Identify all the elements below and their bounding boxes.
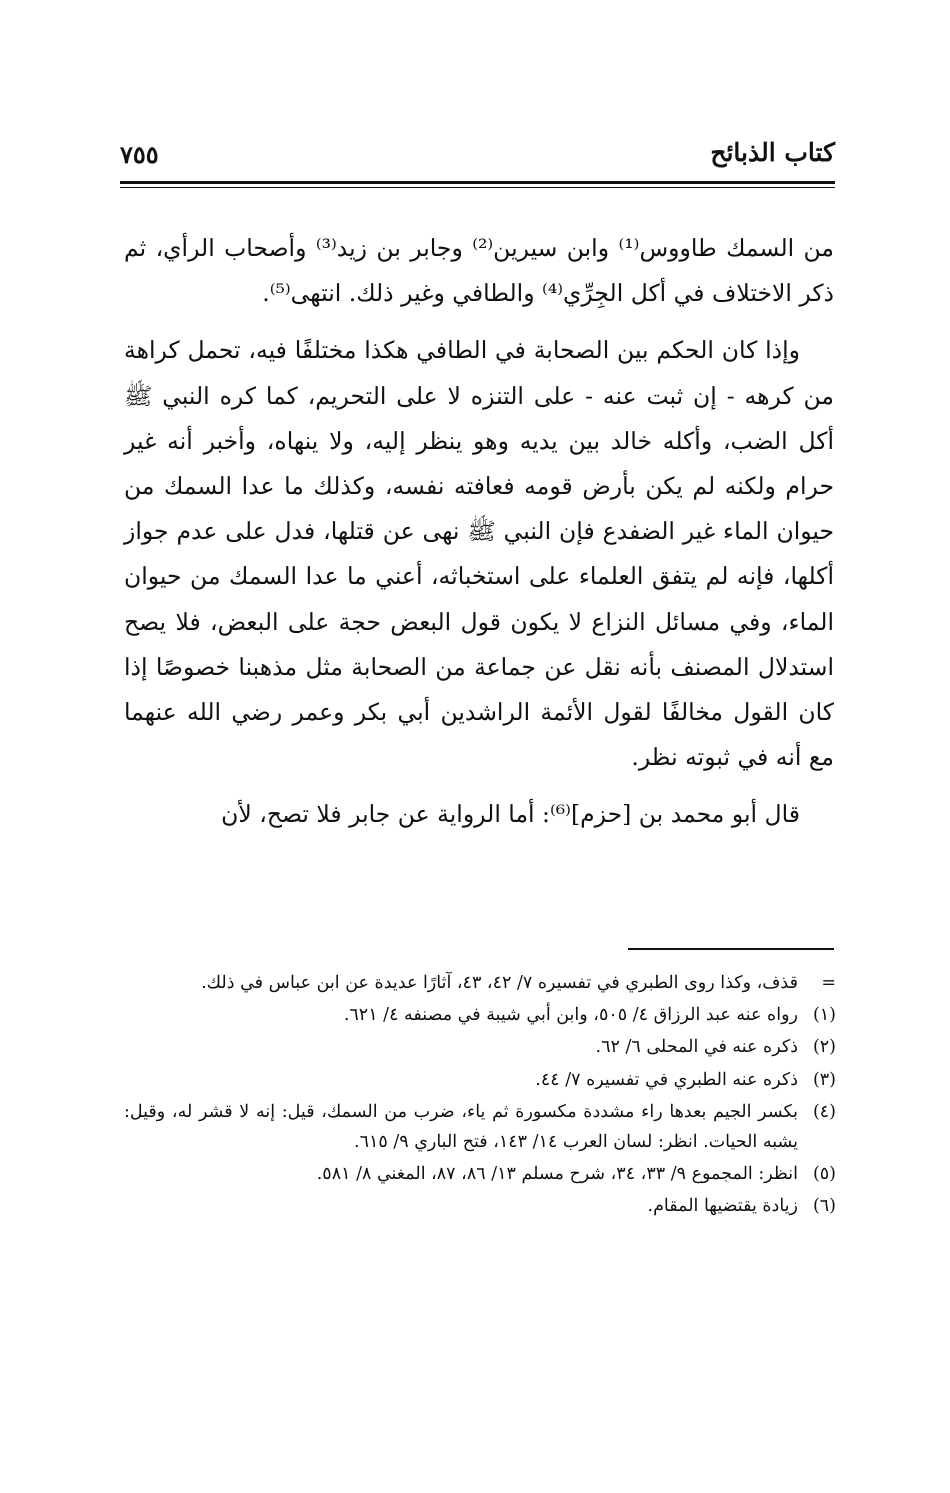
footnote-item — [124, 968, 836, 998]
footnote-text: انظر: المجموع ٩/ ٣٣، ٣٤، شرح مسلم ١٣/ ٨٦، ٨٧، المغني ٨/ ٥٨١. — [316, 1164, 798, 1185]
footnote-number: (٥) — [812, 1164, 836, 1185]
footnote-text: بكسر الجيم بعدها راء مشددة مكسورة ثم ياء، ضرب من السمك، قيل: إنه لا قشر له، وقيل: يشبه الحيات. انظر: لسان العرب ١٤/ ١٤٣، فتح الباري ٩/ ٦١٥. — [124, 1101, 798, 1153]
header-rule-thick — [120, 181, 835, 184]
footnote-text: قذف، وكذا روى الطبري في تفسيره ٧/ ٤٢، ٤٣، آثارًا عديدة عن ابن عباس في ذلك. — [201, 973, 798, 993]
footnote-text: ذكره عنه الطبري في تفسيره ٧/ ٤٤. — [535, 1069, 798, 1090]
footnote-text: رواه عنه عبد الرزاق ٤/ ٥٠٥، وابن أبي شيبة في مصنفه ٤/ ٦٢١. — [343, 1005, 798, 1026]
paragraph: قال أبو محمد بن [حزم]⁽⁶⁾: أما الرواية عن جابر فلا تصح، لأن — [221, 800, 800, 829]
paragraph: وإذا كان الحكم بين الصحابة في الطافي هكذا مختلفًا فيه، تحمل كراهة من كرهه - إن ثبت عنه - على التنزه لا على التحريم، كما كره النبي ﷺ أكل الضب، وأكله خالد بين يديه وهو ينظر إليه، ولا ينهاه، وأخبر أنه غير حرام ولكنه لم يكن بأرض قومه فعافته نفسه، وكذلك ما عدا السمك من حيوان الماء غير الضفدع فإن النبي ﷺ نهى عن قتلها، فدل على عدم جواز أكلها، فإنه لم يتفق العلماء على استخباثه، أعني ما عدا السمك من حيوان الماء، وفي مسائل النزاع لا يكون قول البعض حجة على البعض، فلا يصح استدلال المصنف بأنه نقل عن جماعة من الصحابة مثل مذهبنا خصوصًا إذا كان القول مخالفًا لقول الأئمة الراشدين أبي بكر وعمر رضي الله عنهما مع أنه في ثبوته نظر. — [124, 336, 834, 772]
paragraph: من السمك طاووس⁽¹⁾ وابن سيرين⁽²⁾ وجابر بن زيد⁽³⁾ وأصحاب الرأي، ثم ذكر الاختلاف في أكل الجِرِّي⁽⁴⁾ والطافي وغير ذلك. انتهى⁽⁵⁾. — [124, 234, 835, 308]
footnote-number: (١) — [812, 1005, 836, 1026]
footnote-item — [124, 1065, 836, 1095]
footnote-item — [124, 1000, 836, 1030]
footnote-item — [124, 1032, 836, 1062]
footnote-number: (٦) — [812, 1196, 836, 1217]
footnote-separator — [628, 948, 834, 950]
footnote-item — [124, 1159, 836, 1189]
footnote-text: ذكره عنه في المحلى ٦/ ٦٢. — [595, 1037, 798, 1058]
footnote-item — [124, 1097, 836, 1157]
header-rule-thin — [120, 187, 835, 188]
footnote-number: (٣) — [812, 1069, 836, 1090]
running-header — [120, 138, 835, 178]
chapter-title: كتاب الذبائح — [710, 138, 835, 167]
page-number: ٧٥٥ — [120, 140, 159, 169]
main-text — [124, 226, 834, 850]
footnote-number: = — [821, 973, 836, 993]
footnote-number: (٢) — [812, 1037, 836, 1058]
footnote-item — [124, 1191, 836, 1221]
footnotes — [124, 968, 836, 1224]
footnote-text: زيادة يقتضيها المقام. — [647, 1196, 798, 1217]
footnote-number: (٤) — [812, 1101, 836, 1122]
